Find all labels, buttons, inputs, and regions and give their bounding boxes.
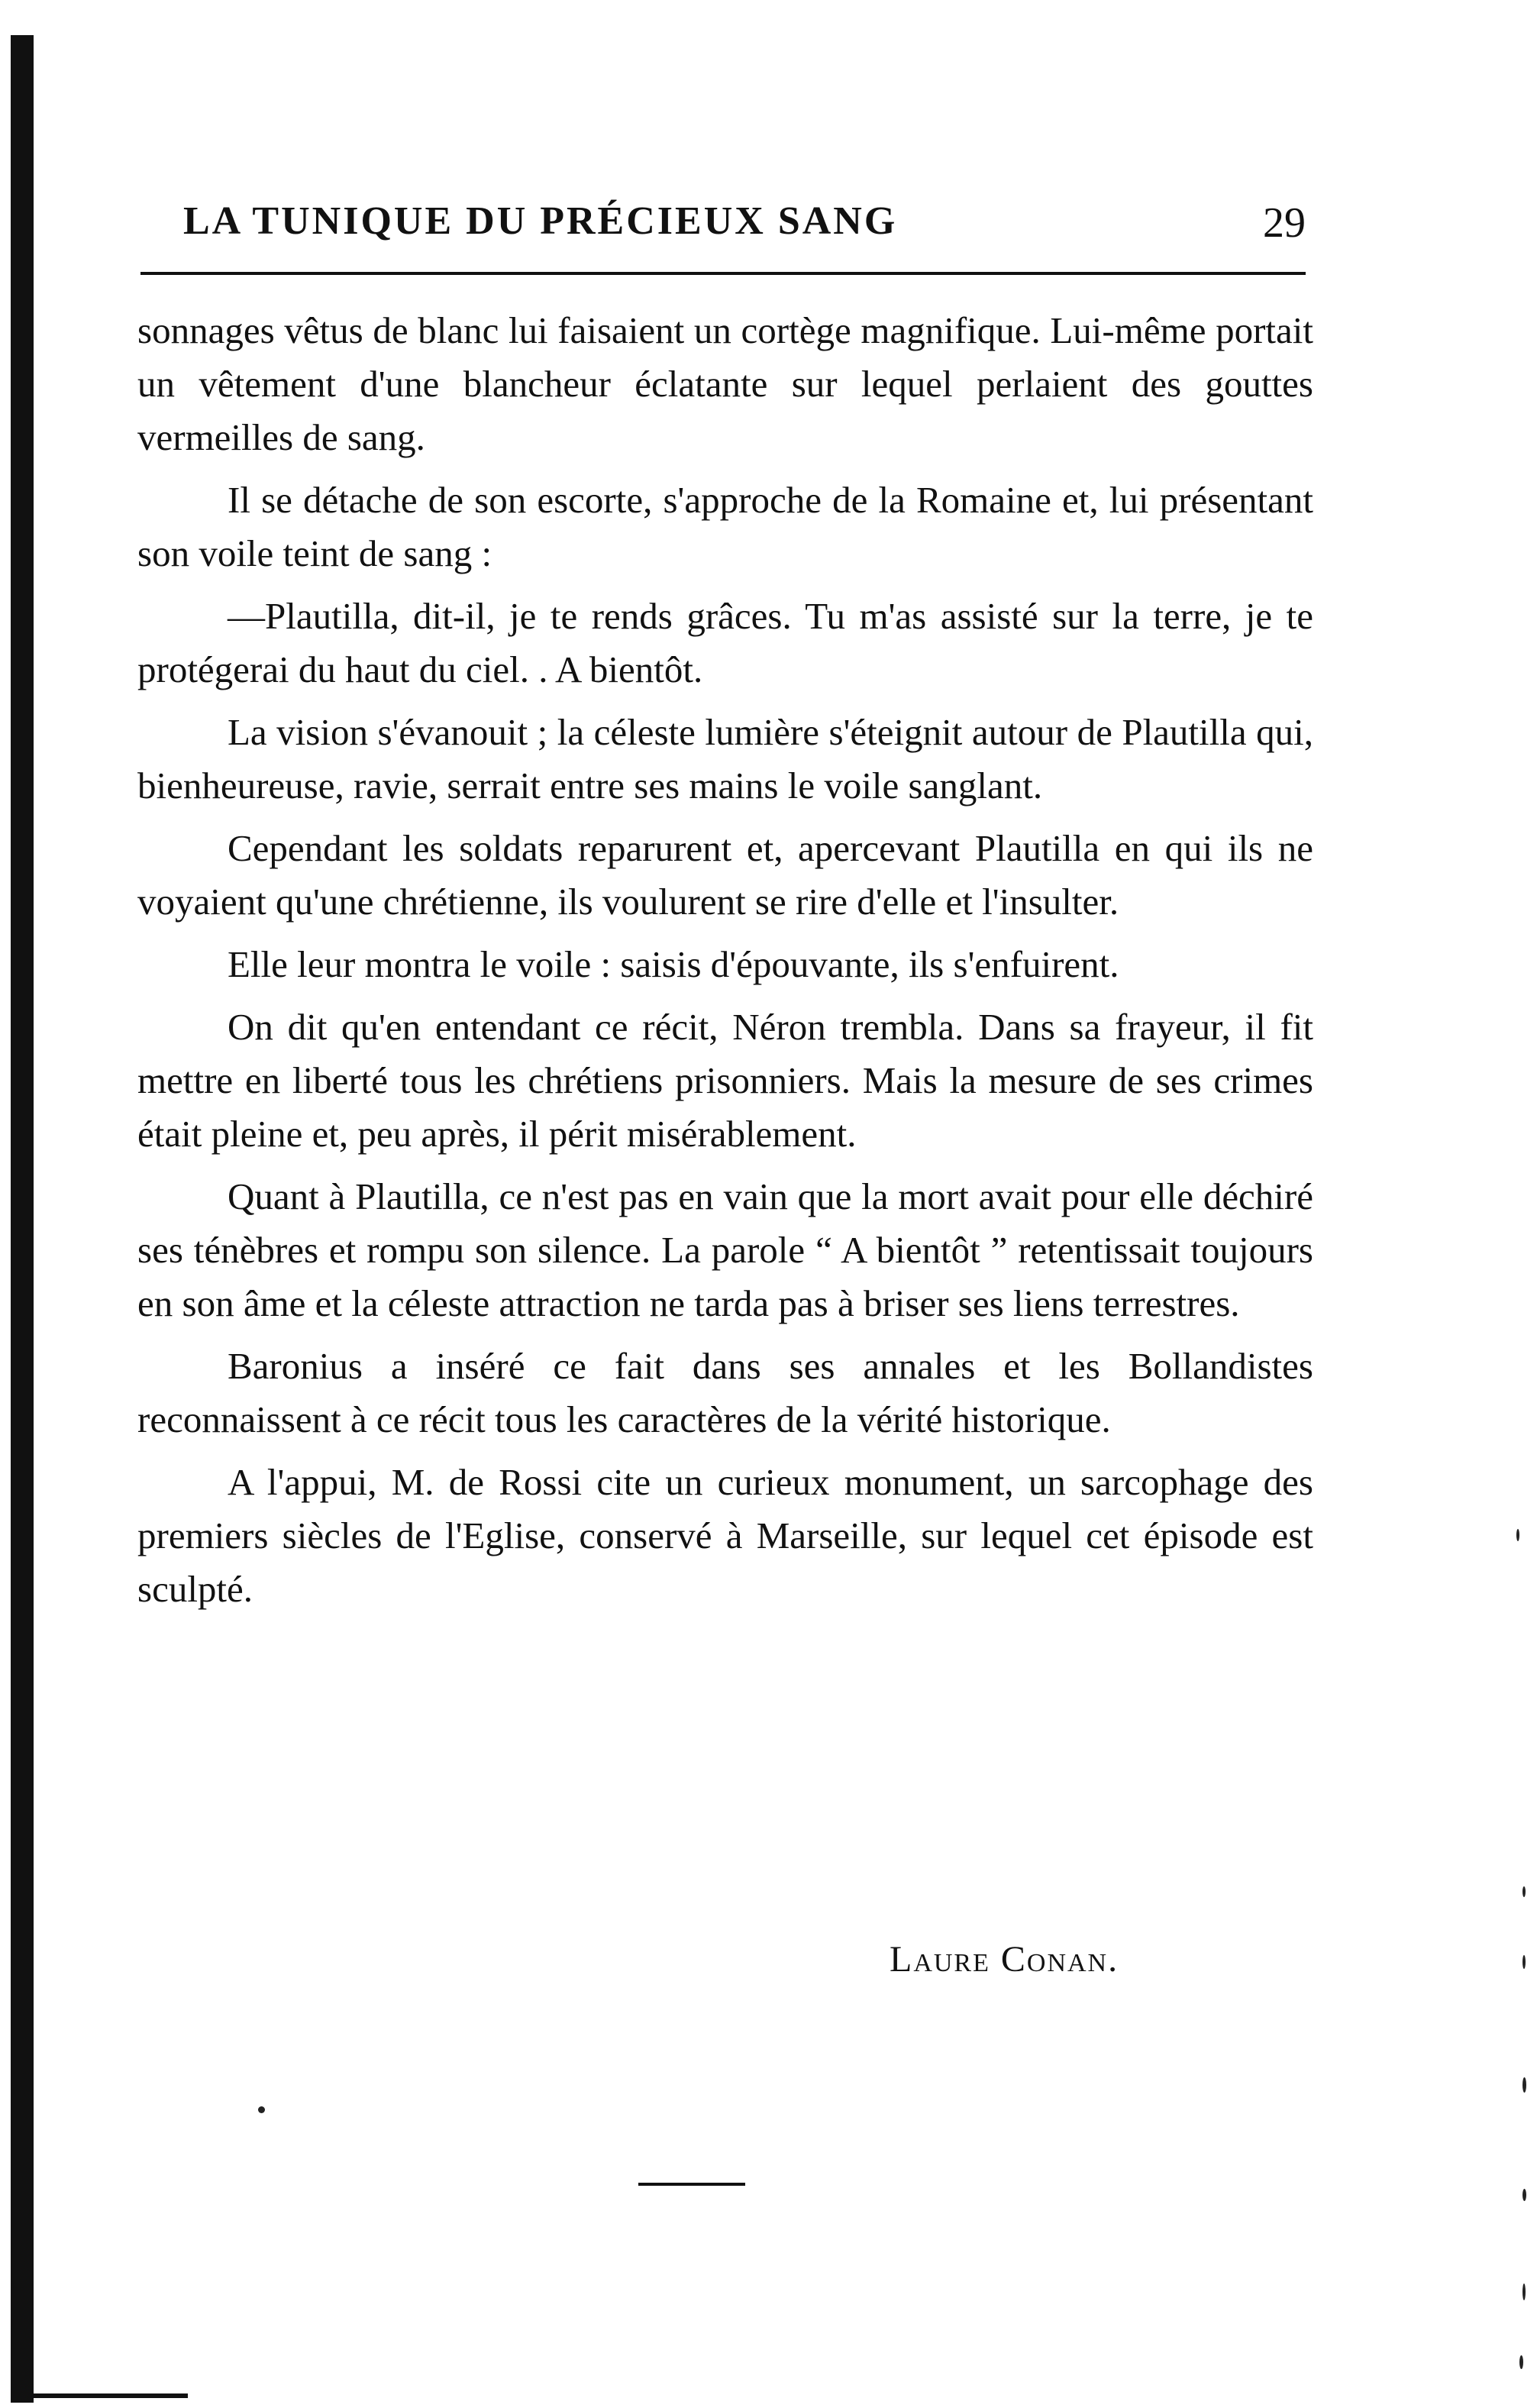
page-number: 29 bbox=[1263, 199, 1306, 247]
paragraph-dialogue: —Plautilla, dit-il, je te rends grâces. Tu m'as assisté sur la terre, je te protégerai du haut du ciel. . A bientôt. bbox=[137, 595, 1313, 690]
ink-speck bbox=[1522, 2077, 1526, 2093]
ink-speck bbox=[258, 2106, 265, 2113]
author-signature: Laure Conan. bbox=[890, 1939, 1119, 1980]
paragraph: Quant à Plautilla, ce n'est pas en vain que la mort avait pour elle déchiré ses ténèbres et rompu son silence. La parole “ A bientôt ” retentissait toujours en son âme et la céleste attraction ne tarda pas à briser ses liens terrestres. bbox=[137, 1175, 1313, 1324]
paragraph: On dit qu'en entendant ce récit, Néron trembla. Dans sa frayeur, il fit mettre en liberté tous les chrétiens prisonniers. Mais la mesure de ses crimes était pleine et, peu après, il périt misérablement. bbox=[137, 1006, 1313, 1155]
page-binding-foot bbox=[11, 2393, 188, 2398]
paragraph: Elle leur montra le voile : saisis d'épouvante, ils s'enfuirent. bbox=[228, 943, 1119, 985]
header-rule bbox=[140, 272, 1306, 275]
end-rule bbox=[638, 2183, 745, 2186]
ink-speck bbox=[1519, 2355, 1523, 2369]
paragraph-continued: sonnages vêtus de blanc lui faisaient un cortège magnifique. Lui-même portait un vêtement d'une blancheur éclatante sur lequel perlaient des gouttes vermeilles de sang. bbox=[137, 309, 1313, 458]
ink-speck bbox=[1522, 2284, 1526, 2300]
page-binding-edge bbox=[11, 35, 34, 2403]
running-header bbox=[183, 192, 1306, 254]
paragraph: Baronius a inséré ce fait dans ses annales et les Bollandistes reconnaissent à ce récit tous les caractères de la vérité historique. bbox=[137, 1345, 1313, 1440]
paragraph: A l'appui, M. de Rossi cite un curieux monument, un sarcophage des premiers siècles de l'Eglise, conservé à Marseille, sur lequel cet épisode est sculpté. bbox=[137, 1461, 1313, 1610]
ink-speck bbox=[1516, 1529, 1519, 1541]
running-title: LA TUNIQUE DU PRÉCIEUX SANG bbox=[183, 199, 898, 243]
ink-speck bbox=[1522, 1886, 1526, 1897]
paragraph: Cependant les soldats reparurent et, apercevant Plautilla en qui ils ne voyaient qu'une chrétienne, ils voulurent se rire d'elle et l'insulter. bbox=[137, 827, 1313, 923]
paragraph: Il se détache de son escorte, s'approche de la Romaine et, lui présentant son voile teint de sang : bbox=[137, 479, 1313, 574]
article-text bbox=[137, 304, 1313, 1625]
ink-speck bbox=[1522, 1955, 1526, 1969]
ink-speck bbox=[1522, 2189, 1526, 2201]
paragraph: La vision s'évanouit ; la céleste lumière s'éteignit autour de Plautilla qui, bienheureuse, ravie, serrait entre ses mains le voile sanglant. bbox=[137, 711, 1313, 806]
